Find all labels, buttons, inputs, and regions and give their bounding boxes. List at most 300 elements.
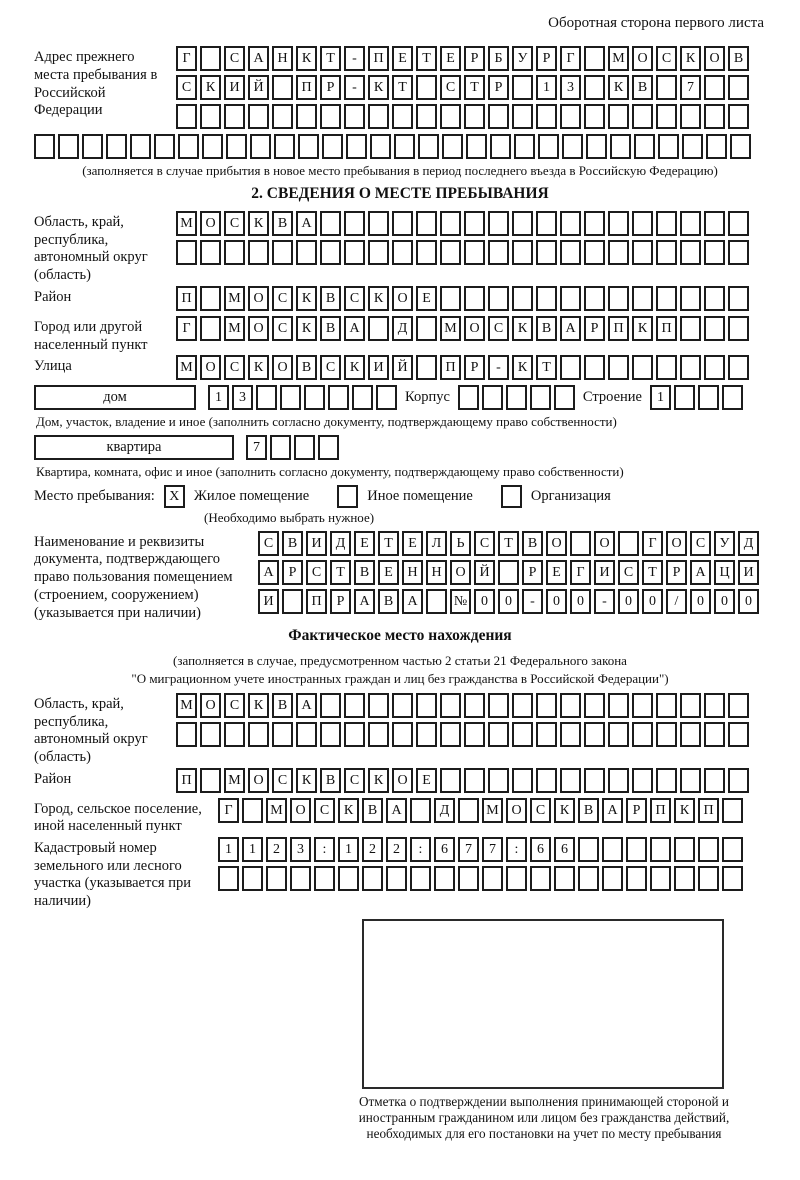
char-cell[interactable] (538, 134, 559, 159)
char-cell[interactable] (200, 46, 221, 71)
char-cell[interactable]: 0 (498, 589, 519, 614)
char-cell[interactable] (584, 722, 605, 747)
char-cell[interactable] (248, 722, 269, 747)
char-cell[interactable] (344, 722, 365, 747)
char-cell[interactable]: У (714, 531, 735, 556)
char-cell[interactable]: Е (354, 531, 375, 556)
char-cell[interactable] (608, 104, 629, 129)
char-cell[interactable] (728, 768, 749, 793)
char-cell[interactable] (434, 866, 455, 891)
char-cell[interactable]: 0 (618, 589, 639, 614)
char-cell[interactable]: С (618, 560, 639, 585)
char-cell[interactable] (584, 693, 605, 718)
char-cell[interactable] (392, 104, 413, 129)
char-cell[interactable]: Б (488, 46, 509, 71)
char-cell[interactable] (464, 722, 485, 747)
char-cell[interactable] (200, 104, 221, 129)
char-cell[interactable] (352, 385, 373, 410)
char-cell[interactable]: Т (378, 531, 399, 556)
char-cell[interactable]: А (344, 316, 365, 341)
char-cell[interactable]: В (282, 531, 303, 556)
char-cell[interactable] (482, 866, 503, 891)
char-cell[interactable] (368, 104, 389, 129)
char-cell[interactable] (176, 240, 197, 265)
char-cell[interactable] (298, 134, 319, 159)
char-cell[interactable]: 2 (362, 837, 383, 862)
char-cell[interactable] (458, 866, 479, 891)
char-cell[interactable]: В (632, 75, 653, 100)
char-cell[interactable]: П (608, 316, 629, 341)
char-cell[interactable]: С (224, 46, 245, 71)
char-cell[interactable] (130, 134, 151, 159)
char-cell[interactable] (200, 768, 221, 793)
char-cell[interactable]: 7 (482, 837, 503, 862)
char-cell[interactable] (272, 722, 293, 747)
char-cell[interactable] (562, 134, 583, 159)
char-cell[interactable] (680, 355, 701, 380)
char-cell[interactable] (224, 722, 245, 747)
char-cell[interactable] (82, 134, 103, 159)
char-cell[interactable] (584, 46, 605, 71)
char-cell[interactable]: О (272, 355, 293, 380)
char-cell[interactable]: О (546, 531, 567, 556)
char-cell[interactable] (440, 104, 461, 129)
char-cell[interactable]: Г (570, 560, 591, 585)
char-cell[interactable]: Д (738, 531, 759, 556)
char-cell[interactable]: П (176, 768, 197, 793)
char-cell[interactable]: С (224, 211, 245, 236)
char-cell[interactable]: О (392, 768, 413, 793)
char-cell[interactable] (584, 768, 605, 793)
char-cell[interactable] (656, 211, 677, 236)
char-cell[interactable] (392, 722, 413, 747)
char-cell[interactable] (320, 104, 341, 129)
char-cell[interactable] (674, 866, 695, 891)
char-cell[interactable]: Т (498, 531, 519, 556)
char-cell[interactable] (466, 134, 487, 159)
char-cell[interactable]: Д (434, 798, 455, 823)
char-cell[interactable] (440, 693, 461, 718)
char-cell[interactable]: - (488, 355, 509, 380)
char-cell[interactable] (506, 866, 527, 891)
char-cell[interactable] (200, 316, 221, 341)
char-cell[interactable] (410, 798, 431, 823)
char-cell[interactable] (586, 134, 607, 159)
char-cell[interactable]: М (176, 211, 197, 236)
char-cell[interactable]: 1 (536, 75, 557, 100)
char-cell[interactable] (226, 134, 247, 159)
char-cell[interactable]: 3 (560, 75, 581, 100)
char-cell[interactable]: К (368, 768, 389, 793)
char-cell[interactable] (570, 531, 591, 556)
char-cell[interactable]: Т (642, 560, 663, 585)
char-cell[interactable] (560, 355, 581, 380)
char-cell[interactable] (584, 104, 605, 129)
char-cell[interactable]: М (224, 286, 245, 311)
char-cell[interactable]: № (450, 589, 471, 614)
char-cell[interactable]: О (248, 768, 269, 793)
char-cell[interactable] (488, 286, 509, 311)
char-cell[interactable]: 1 (208, 385, 229, 410)
char-cell[interactable]: Р (626, 798, 647, 823)
char-cell[interactable] (318, 435, 339, 460)
char-cell[interactable]: О (450, 560, 471, 585)
char-cell[interactable]: : (314, 837, 335, 862)
char-cell[interactable] (344, 693, 365, 718)
char-cell[interactable] (728, 286, 749, 311)
char-cell[interactable] (416, 693, 437, 718)
char-cell[interactable] (248, 240, 269, 265)
char-cell[interactable]: 0 (714, 589, 735, 614)
char-cell[interactable] (58, 134, 79, 159)
house-type-box[interactable]: дом (34, 385, 196, 410)
char-cell[interactable] (418, 134, 439, 159)
char-cell[interactable] (728, 722, 749, 747)
char-cell[interactable] (392, 240, 413, 265)
char-cell[interactable]: 2 (386, 837, 407, 862)
char-cell[interactable]: Е (416, 286, 437, 311)
char-cell[interactable] (392, 693, 413, 718)
char-cell[interactable]: Т (464, 75, 485, 100)
char-cell[interactable]: А (690, 560, 711, 585)
char-cell[interactable] (506, 385, 527, 410)
char-cell[interactable] (704, 693, 725, 718)
char-cell[interactable]: Е (546, 560, 567, 585)
char-cell[interactable]: 1 (650, 385, 671, 410)
char-cell[interactable] (512, 693, 533, 718)
char-cell[interactable] (290, 866, 311, 891)
char-cell[interactable] (680, 693, 701, 718)
char-cell[interactable] (416, 104, 437, 129)
char-cell[interactable]: Н (426, 560, 447, 585)
char-cell[interactable]: К (248, 355, 269, 380)
char-cell[interactable]: С (314, 798, 335, 823)
char-cell[interactable] (376, 385, 397, 410)
char-cell[interactable]: 0 (546, 589, 567, 614)
char-cell[interactable]: 0 (474, 589, 495, 614)
char-cell[interactable] (698, 385, 719, 410)
char-cell[interactable]: Р (282, 560, 303, 585)
checkbox-other-premises[interactable] (337, 485, 358, 508)
char-cell[interactable]: А (602, 798, 623, 823)
char-cell[interactable]: В (320, 768, 341, 793)
char-cell[interactable]: Н (402, 560, 423, 585)
char-cell[interactable]: О (200, 693, 221, 718)
char-cell[interactable] (394, 134, 415, 159)
char-cell[interactable] (584, 75, 605, 100)
char-cell[interactable] (674, 837, 695, 862)
char-cell[interactable] (176, 104, 197, 129)
char-cell[interactable] (322, 134, 343, 159)
char-cell[interactable] (200, 240, 221, 265)
char-cell[interactable] (536, 211, 557, 236)
char-cell[interactable] (536, 768, 557, 793)
char-cell[interactable]: Р (330, 589, 351, 614)
char-cell[interactable]: Р (536, 46, 557, 71)
char-cell[interactable]: Д (330, 531, 351, 556)
char-cell[interactable] (674, 385, 695, 410)
char-cell[interactable]: 0 (642, 589, 663, 614)
char-cell[interactable] (704, 722, 725, 747)
char-cell[interactable]: Ь (450, 531, 471, 556)
char-cell[interactable]: К (512, 316, 533, 341)
char-cell[interactable]: С (440, 75, 461, 100)
char-cell[interactable]: 6 (554, 837, 575, 862)
char-cell[interactable] (584, 355, 605, 380)
char-cell[interactable]: 2 (266, 837, 287, 862)
char-cell[interactable]: Е (440, 46, 461, 71)
char-cell[interactable]: К (554, 798, 575, 823)
char-cell[interactable]: Г (560, 46, 581, 71)
char-cell[interactable] (272, 75, 293, 100)
char-cell[interactable] (584, 240, 605, 265)
char-cell[interactable]: С (272, 768, 293, 793)
char-cell[interactable]: О (200, 355, 221, 380)
char-cell[interactable]: Т (392, 75, 413, 100)
char-cell[interactable]: С (344, 286, 365, 311)
char-cell[interactable] (728, 240, 749, 265)
char-cell[interactable] (34, 134, 55, 159)
char-cell[interactable]: С (690, 531, 711, 556)
char-cell[interactable] (704, 316, 725, 341)
char-cell[interactable] (320, 693, 341, 718)
char-cell[interactable]: П (656, 316, 677, 341)
char-cell[interactable]: : (410, 837, 431, 862)
char-cell[interactable] (202, 134, 223, 159)
char-cell[interactable] (634, 134, 655, 159)
char-cell[interactable] (680, 316, 701, 341)
char-cell[interactable] (488, 722, 509, 747)
char-cell[interactable] (632, 104, 653, 129)
char-cell[interactable]: П (650, 798, 671, 823)
char-cell[interactable]: О (666, 531, 687, 556)
char-cell[interactable]: П (306, 589, 327, 614)
checkbox-organization[interactable] (501, 485, 522, 508)
char-cell[interactable]: - (344, 46, 365, 71)
char-cell[interactable] (728, 75, 749, 100)
char-cell[interactable]: В (362, 798, 383, 823)
char-cell[interactable]: К (608, 75, 629, 100)
char-cell[interactable]: - (594, 589, 615, 614)
char-cell[interactable] (416, 355, 437, 380)
char-cell[interactable] (416, 240, 437, 265)
char-cell[interactable] (632, 355, 653, 380)
char-cell[interactable]: Г (218, 798, 239, 823)
char-cell[interactable] (296, 240, 317, 265)
char-cell[interactable] (602, 866, 623, 891)
char-cell[interactable] (464, 211, 485, 236)
char-cell[interactable]: Р (666, 560, 687, 585)
char-cell[interactable] (698, 837, 719, 862)
char-cell[interactable] (536, 286, 557, 311)
char-cell[interactable]: 7 (246, 435, 267, 460)
char-cell[interactable] (560, 722, 581, 747)
char-cell[interactable] (536, 240, 557, 265)
char-cell[interactable] (344, 104, 365, 129)
char-cell[interactable] (728, 211, 749, 236)
char-cell[interactable]: В (272, 693, 293, 718)
char-cell[interactable] (426, 589, 447, 614)
char-cell[interactable]: П (440, 355, 461, 380)
char-cell[interactable]: О (704, 46, 725, 71)
char-cell[interactable] (344, 240, 365, 265)
char-cell[interactable] (722, 837, 743, 862)
char-cell[interactable]: 0 (738, 589, 759, 614)
char-cell[interactable]: В (378, 589, 399, 614)
char-cell[interactable]: Е (402, 531, 423, 556)
char-cell[interactable]: М (176, 693, 197, 718)
char-cell[interactable]: К (338, 798, 359, 823)
char-cell[interactable]: О (290, 798, 311, 823)
char-cell[interactable]: У (512, 46, 533, 71)
char-cell[interactable] (632, 240, 653, 265)
char-cell[interactable]: В (578, 798, 599, 823)
char-cell[interactable] (512, 104, 533, 129)
char-cell[interactable]: О (392, 286, 413, 311)
char-cell[interactable] (368, 722, 389, 747)
char-cell[interactable]: Й (392, 355, 413, 380)
char-cell[interactable]: В (320, 316, 341, 341)
char-cell[interactable] (680, 722, 701, 747)
char-cell[interactable]: А (248, 46, 269, 71)
char-cell[interactable]: О (506, 798, 527, 823)
char-cell[interactable]: 1 (242, 837, 263, 862)
char-cell[interactable] (704, 240, 725, 265)
char-cell[interactable] (256, 385, 277, 410)
char-cell[interactable] (530, 866, 551, 891)
char-cell[interactable] (656, 75, 677, 100)
char-cell[interactable]: Т (320, 46, 341, 71)
char-cell[interactable]: А (296, 211, 317, 236)
char-cell[interactable]: А (560, 316, 581, 341)
char-cell[interactable]: К (296, 286, 317, 311)
char-cell[interactable] (730, 134, 751, 159)
char-cell[interactable] (274, 134, 295, 159)
char-cell[interactable] (680, 211, 701, 236)
char-cell[interactable]: Д (392, 316, 413, 341)
char-cell[interactable]: Т (330, 560, 351, 585)
char-cell[interactable] (728, 693, 749, 718)
char-cell[interactable]: Й (248, 75, 269, 100)
char-cell[interactable]: М (224, 316, 245, 341)
char-cell[interactable]: О (632, 46, 653, 71)
char-cell[interactable] (656, 722, 677, 747)
char-cell[interactable] (704, 768, 725, 793)
char-cell[interactable] (584, 211, 605, 236)
char-cell[interactable]: Ц (714, 560, 735, 585)
char-cell[interactable] (248, 104, 269, 129)
char-cell[interactable] (296, 722, 317, 747)
char-cell[interactable] (346, 134, 367, 159)
char-cell[interactable]: С (530, 798, 551, 823)
char-cell[interactable] (512, 286, 533, 311)
char-cell[interactable]: А (386, 798, 407, 823)
char-cell[interactable]: Е (416, 768, 437, 793)
char-cell[interactable]: К (632, 316, 653, 341)
char-cell[interactable] (106, 134, 127, 159)
char-cell[interactable]: С (474, 531, 495, 556)
char-cell[interactable] (560, 768, 581, 793)
char-cell[interactable] (560, 104, 581, 129)
char-cell[interactable] (464, 286, 485, 311)
char-cell[interactable]: К (296, 316, 317, 341)
char-cell[interactable]: 7 (458, 837, 479, 862)
char-cell[interactable] (650, 837, 671, 862)
char-cell[interactable] (626, 866, 647, 891)
char-cell[interactable]: М (608, 46, 629, 71)
char-cell[interactable]: В (354, 560, 375, 585)
char-cell[interactable] (704, 211, 725, 236)
char-cell[interactable]: Г (176, 316, 197, 341)
char-cell[interactable] (608, 355, 629, 380)
char-cell[interactable] (178, 134, 199, 159)
char-cell[interactable]: В (728, 46, 749, 71)
char-cell[interactable] (560, 211, 581, 236)
char-cell[interactable]: П (698, 798, 719, 823)
char-cell[interactable] (488, 240, 509, 265)
char-cell[interactable]: 7 (680, 75, 701, 100)
char-cell[interactable]: 0 (690, 589, 711, 614)
char-cell[interactable] (488, 693, 509, 718)
char-cell[interactable]: Р (488, 75, 509, 100)
char-cell[interactable] (632, 693, 653, 718)
char-cell[interactable] (154, 134, 175, 159)
char-cell[interactable] (578, 837, 599, 862)
char-cell[interactable] (440, 768, 461, 793)
char-cell[interactable]: - (344, 75, 365, 100)
char-cell[interactable] (458, 798, 479, 823)
char-cell[interactable] (440, 722, 461, 747)
char-cell[interactable] (512, 211, 533, 236)
char-cell[interactable] (560, 693, 581, 718)
char-cell[interactable]: В (296, 355, 317, 380)
char-cell[interactable] (608, 722, 629, 747)
char-cell[interactable]: Н (272, 46, 293, 71)
char-cell[interactable]: О (594, 531, 615, 556)
char-cell[interactable] (704, 104, 725, 129)
char-cell[interactable]: К (344, 355, 365, 380)
char-cell[interactable] (656, 768, 677, 793)
char-cell[interactable]: К (200, 75, 221, 100)
char-cell[interactable] (560, 286, 581, 311)
char-cell[interactable] (498, 560, 519, 585)
char-cell[interactable] (416, 75, 437, 100)
char-cell[interactable]: С (224, 693, 245, 718)
char-cell[interactable]: Г (642, 531, 663, 556)
char-cell[interactable] (272, 104, 293, 129)
char-cell[interactable]: К (680, 46, 701, 71)
char-cell[interactable]: Т (416, 46, 437, 71)
char-cell[interactable] (488, 104, 509, 129)
char-cell[interactable]: В (272, 211, 293, 236)
char-cell[interactable]: К (296, 46, 317, 71)
char-cell[interactable] (294, 435, 315, 460)
char-cell[interactable] (224, 240, 245, 265)
char-cell[interactable] (464, 104, 485, 129)
char-cell[interactable]: И (306, 531, 327, 556)
char-cell[interactable] (608, 768, 629, 793)
char-cell[interactable]: 1 (218, 837, 239, 862)
char-cell[interactable]: Л (426, 531, 447, 556)
char-cell[interactable] (250, 134, 271, 159)
char-cell[interactable] (728, 355, 749, 380)
char-cell[interactable] (722, 798, 743, 823)
char-cell[interactable] (706, 134, 727, 159)
char-cell[interactable]: К (248, 211, 269, 236)
char-cell[interactable] (626, 837, 647, 862)
char-cell[interactable] (608, 693, 629, 718)
char-cell[interactable]: Т (536, 355, 557, 380)
